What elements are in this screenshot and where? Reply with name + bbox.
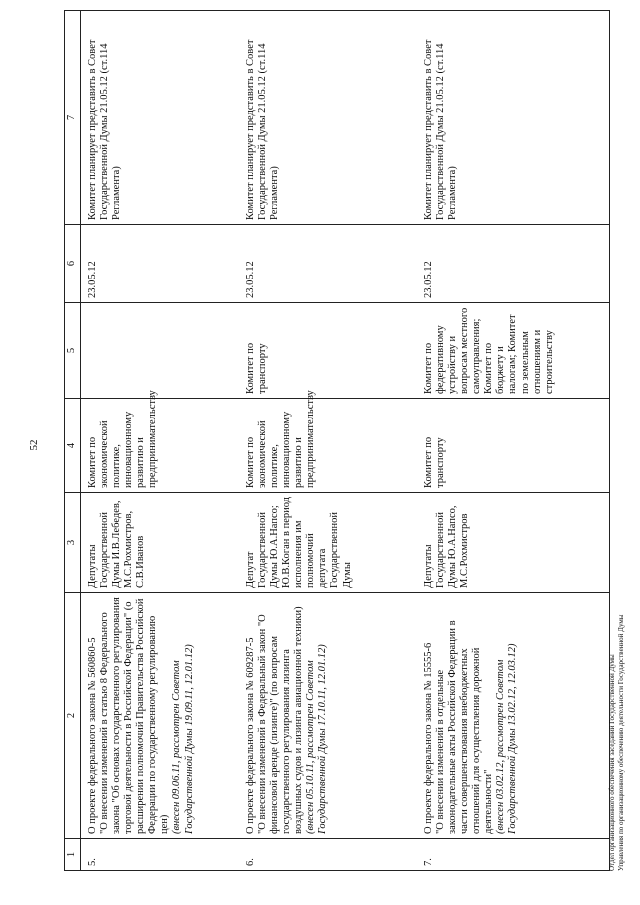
committee-cell: Комитет по транспорту xyxy=(417,399,610,493)
bill-note: (внесен 03.02.12, рассмотрен Советом Государственной Думы 13.02.12, 12.03.12) xyxy=(495,643,519,834)
bill-note: (внесен 09.06.11, рассмотрен Советом Государственной Думы 19.09.11, 12.01.12) xyxy=(171,644,195,834)
table-row xyxy=(239,11,417,871)
table-row xyxy=(81,11,240,871)
column-header: 5 xyxy=(65,303,81,399)
authors-cell: Депутат Государственной Думы Ю.А.Напсо; Ю.В.Коган в период исполнения им полномочий депутата Государственной Думы xyxy=(239,493,417,593)
column-header: 1 xyxy=(65,839,81,871)
page-number: 52 xyxy=(28,439,40,451)
bill-note: (внесен 05.10.11, рассмотрен Советом Государственной Думы 17.10.11, 12.01.12) xyxy=(305,644,329,834)
legislation-table xyxy=(64,10,610,871)
date-cell: 23.05.12 xyxy=(417,225,610,303)
bill-body: "О внесении изменений в отдельные законодательные акты Российской Федерации в части совершенствования внебюджетных отношений для осуществления дорожной деятельности" xyxy=(435,620,495,834)
footer-line: Управления по организационному обеспечению деятельности Государственной Думы xyxy=(617,614,626,871)
row-number: 6. xyxy=(239,839,417,871)
header-row xyxy=(65,11,81,871)
authors-cell: Депутаты Государственной Думы И.В.Лебедев, М.С.Рохмистров, С.В.Иванов xyxy=(81,493,240,593)
bill-description xyxy=(417,593,610,839)
bill-description xyxy=(239,593,417,839)
date-cell: 23.05.12 xyxy=(81,225,240,303)
footer xyxy=(608,615,627,871)
date-cell: 23.05.12 xyxy=(239,225,417,303)
bill-body: "О внесении изменений в статью 8 Федерального закона "Об основах государственного регулирования торговой деятельности в Российской Федерации" (о расширении полномочий Правительства Российской Федерации по государственному регулированию цен) xyxy=(99,597,171,834)
co-committee-cell xyxy=(81,303,240,399)
column-header: 2 xyxy=(65,593,81,839)
bill-body: "О внесении изменений в Федеральный закон "О финансовой аренде (лизинге)" (по вопросам государственного регулирования лизинга воздушных судов и лизинга авиационной техники) xyxy=(257,606,305,834)
bill-title: О проекте федерального закона № 560860-5 xyxy=(87,637,98,834)
bill-title: О проекте федерального закона № 15555-6 xyxy=(423,642,434,834)
row-number: 5. xyxy=(81,839,240,871)
bill-description xyxy=(81,593,240,839)
committee-cell: Комитет по экономической политике, инновационному развитию и предпринимательству xyxy=(239,399,417,493)
co-committee-cell: Комитет по федеративному устройству и вопросам местного самоуправления; Комитет по бюджету и налогам; Комитет по земельным отношениям и строительству xyxy=(417,303,610,399)
footer-line: Отдел организационного обеспечения заседаний Государственной Думы xyxy=(608,654,616,871)
decision-cell: Комитет планирует представить в Совет Государственной Думы 21.05.12 (ст.114 Регламента) xyxy=(81,11,240,225)
column-header: 7 xyxy=(65,11,81,225)
decision-cell: Комитет планирует представить в Совет Государственной Думы 21.05.12 (ст.114 Регламента) xyxy=(239,11,417,225)
bill-title: О проекте федерального закона № 609287-5 xyxy=(245,637,256,834)
column-header: 4 xyxy=(65,399,81,493)
committee-cell: Комитет по экономической политике, инновационному развитию и предпринимательству xyxy=(81,399,240,493)
decision-cell: Комитет планирует представить в Совет Государственной Думы 21.05.12 (ст.114 Регламента) xyxy=(417,11,610,225)
authors-cell: Депутаты Государственной Думы Ю.А.Напсо, М.С.Рохмистров xyxy=(417,493,610,593)
row-number: 7. xyxy=(417,839,610,871)
co-committee-cell: Комитет по транспорту xyxy=(239,303,417,399)
column-header: 6 xyxy=(65,225,81,303)
column-header: 3 xyxy=(65,493,81,593)
table-row xyxy=(417,11,610,871)
